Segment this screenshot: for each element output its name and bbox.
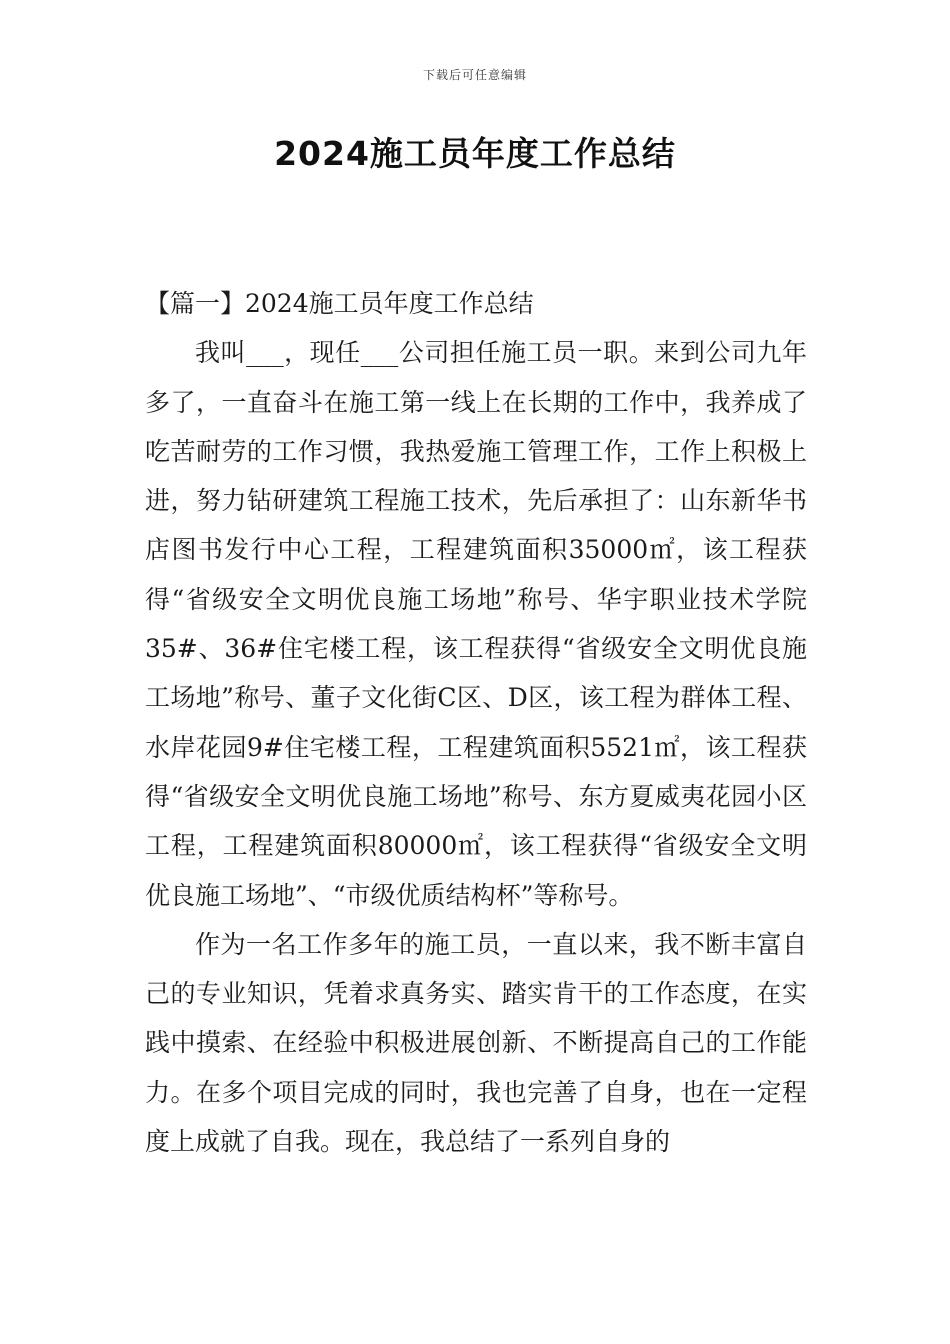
- section-heading: 【篇一】2024施工员年度工作总结: [145, 289, 534, 318]
- header-note: 下载后可任意编辑: [422, 68, 527, 82]
- document-body: [145, 279, 807, 1166]
- document-title: 2024施工员年度工作总结: [274, 134, 676, 173]
- paragraph-1: 我叫___，现任___公司担任施工员一职。来到公司九年多了，一直奋斗在施工第一线上在长期的工作中，我养成了吃苦耐劳的工作习惯，我热爱施工管理工作，工作上积极上进，努力钻研建筑工程施工技术，先后承担了：山东新华书店图书发行中心工程，工程建筑面积35000㎡，该工程获得“省级安全文明优良施工场地”称号、华宇职业技术学院35#、36#住宅楼工程，该工程获得“省级安全文明优良施工场地”称号、董子文化街C区、D区，该工程为群体工程、水岸花园9#住宅楼工程，工程建筑面积5521㎡，该工程获得“省级安全文明优良施工场地”称号、东方夏威夷花园小区工程，工程建筑面积80000㎡，该工程获得“省级安全文明优良施工场地”、“市级优质结构杯”等称号。: [145, 338, 807, 910]
- paragraph-2: 作为一名工作多年的施工员，一直以来，我不断丰富自己的专业知识，凭着求真务实、踏实肯干的工作态度，在实践中摸索、在经验中积极进展创新、不断提高自己的工作能力。在多个项目完成的同时，我也完善了自身，也在一定程度上成就了自我。现在，我总结了一系列自身的: [145, 929, 807, 1157]
